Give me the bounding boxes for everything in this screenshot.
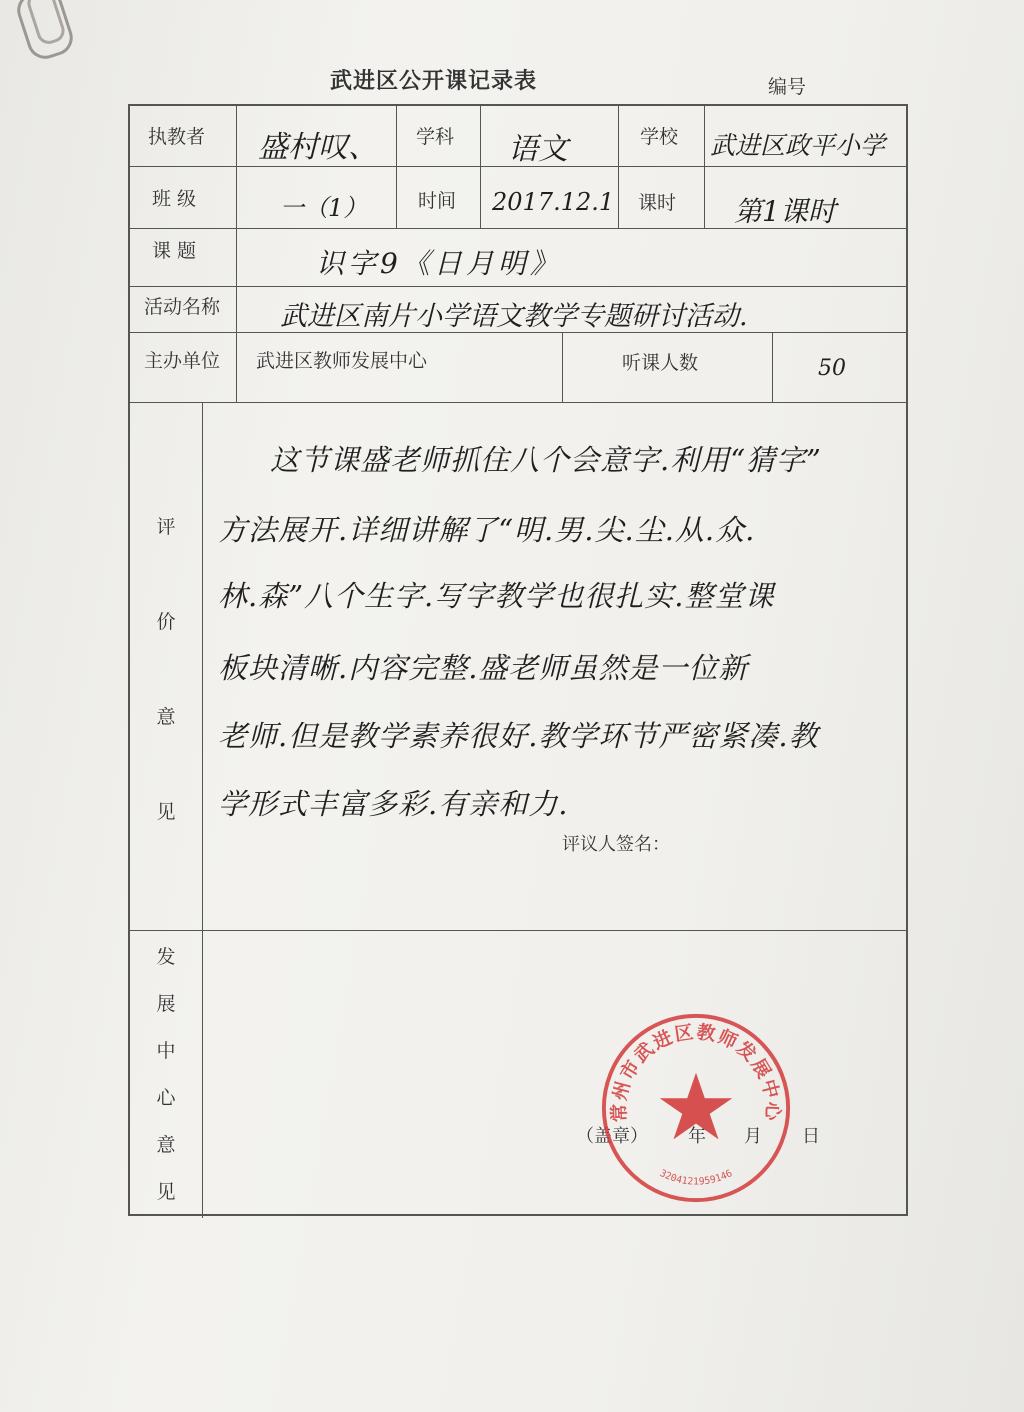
attendees-value: 50 <box>818 356 846 381</box>
col-divider <box>202 402 203 1218</box>
school-label: 学校 <box>640 126 679 148</box>
col-divider <box>772 332 773 402</box>
activity-label: 活动名称 <box>144 296 221 318</box>
evaluation-line: 林.森”八个生字.写字教学也很扎实.整堂课 <box>218 579 775 613</box>
topic-value: 识字9《日月明》 <box>316 247 562 280</box>
development-label-char: 心 <box>156 1087 176 1109</box>
official-seal-stamp <box>598 1010 794 1206</box>
time-label: 时间 <box>418 190 457 212</box>
col-divider <box>704 106 705 228</box>
signature-label: 评议人签名： <box>562 834 670 855</box>
row-divider <box>130 286 906 287</box>
number-label: 编号 <box>768 76 807 98</box>
seal-label: （盖章） <box>576 1126 648 1147</box>
col-divider <box>562 332 563 402</box>
evaluation-label-char: 意 <box>156 706 176 728</box>
year-label: 年 <box>688 1126 706 1147</box>
attendees-label: 听课人数 <box>622 352 699 374</box>
day-label: 日 <box>802 1126 820 1147</box>
development-label-char: 发 <box>156 946 176 968</box>
topic-label: 课 题 <box>152 240 197 262</box>
evaluation-label <box>154 512 178 824</box>
col-divider <box>618 106 619 228</box>
school-value: 武进区政平小学 <box>710 131 886 160</box>
row-divider <box>130 402 906 403</box>
col-divider <box>236 106 237 402</box>
evaluation-label-char: 价 <box>156 611 176 633</box>
teacher-value: 盛村叹、 <box>258 130 378 165</box>
evaluation-line: 学形式丰富多彩.有亲和力. <box>218 787 569 821</box>
class-label: 班 级 <box>152 188 197 210</box>
evaluation-label-char: 见 <box>156 801 176 823</box>
time-value: 2017.12.1 <box>492 188 615 216</box>
col-divider <box>480 106 481 228</box>
evaluation-line: 板块清晰.内容完整.盛老师虽然是一位新 <box>218 651 749 685</box>
development-label-char: 中 <box>156 1040 176 1062</box>
development-label-char: 见 <box>156 1181 176 1203</box>
activity-value: 武进区南片小学语文教学专题研讨活动. <box>280 301 748 332</box>
evaluation-line: 老师.但是教学素养很好.教学环节严密紧凑.教 <box>218 719 819 753</box>
teacher-label: 执教者 <box>148 126 206 148</box>
evaluation-line: 这节课盛老师抓住八个会意字.利用“猜字” <box>270 443 822 477</box>
form-title: 武进区公开课记录表 <box>330 69 538 94</box>
development-label <box>154 942 178 1204</box>
col-divider <box>396 106 397 228</box>
evaluation-line: 方法展开.详细讲解了“明.男.尖.尘.从.众. <box>218 513 756 547</box>
seal-ring-text: 常州市武进区教师发展中心 <box>609 1021 783 1123</box>
development-label-char: 意 <box>156 1134 176 1156</box>
period-value: 第1课时 <box>734 195 836 228</box>
development-label-char: 展 <box>156 993 176 1015</box>
subject-label: 学科 <box>416 126 455 148</box>
evaluation-label-char: 评 <box>156 516 176 538</box>
organizer-value: 武进区教师发展中心 <box>256 350 428 372</box>
organizer-label: 主办单位 <box>144 350 221 372</box>
subject-value: 语文 <box>508 132 568 167</box>
seal-code: 3204121959146 <box>657 1168 735 1188</box>
period-label: 课时 <box>638 192 677 214</box>
class-value: 一（1） <box>280 194 368 222</box>
seal-star-icon <box>660 1073 733 1140</box>
row-divider <box>130 930 906 931</box>
month-label: 月 <box>744 1126 762 1147</box>
